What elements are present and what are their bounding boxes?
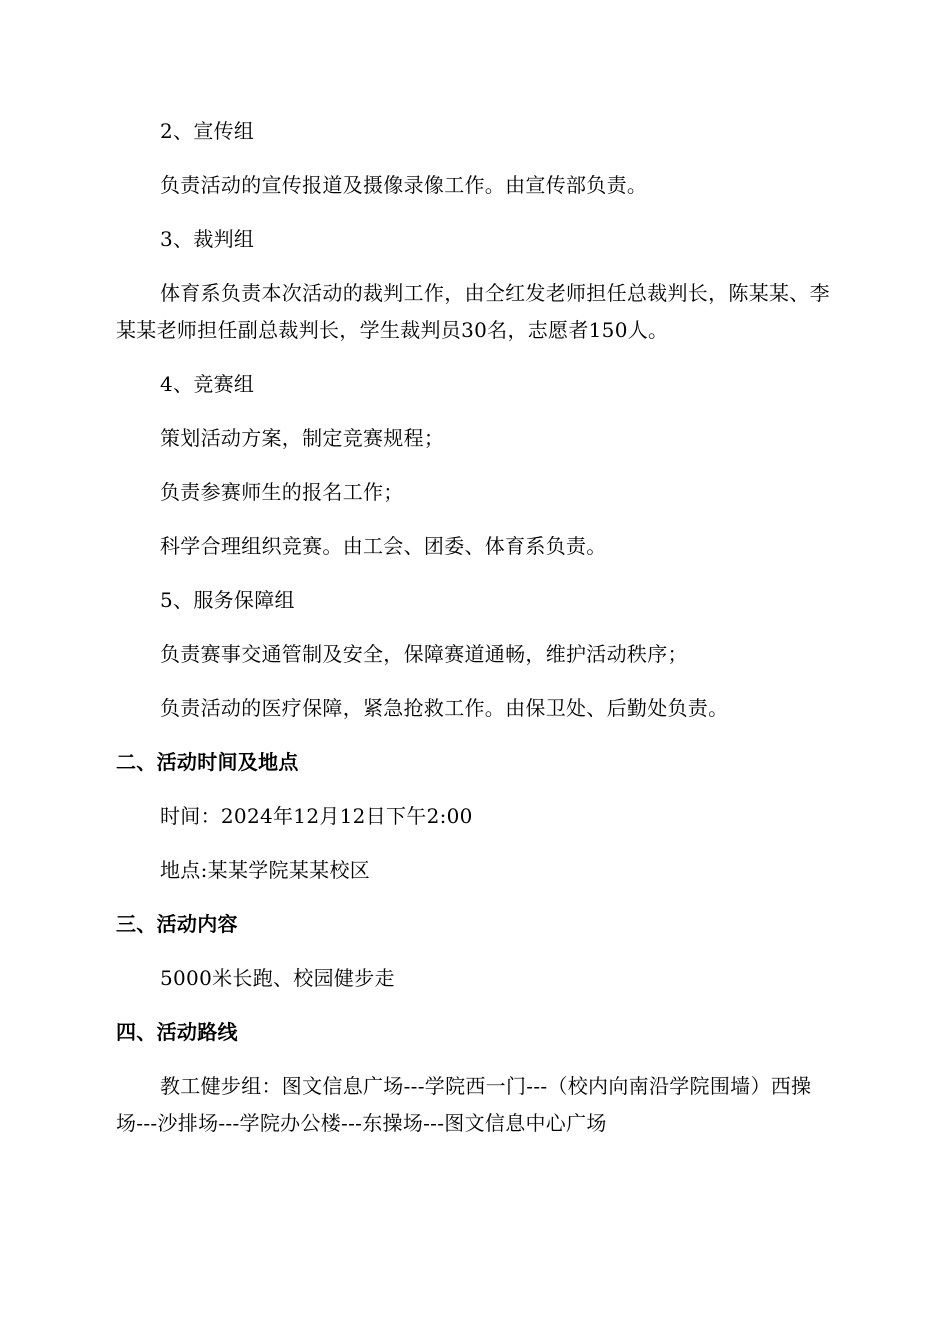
section-heading-content: 三、活动内容 bbox=[116, 912, 238, 936]
paragraph: 负责赛事交通管制及安全，保障赛道通畅，维护活动秩序； bbox=[160, 642, 688, 666]
paragraph: 策划活动方案，制定竞赛规程； bbox=[160, 426, 445, 450]
item-heading-competition: 4、竞赛组 bbox=[160, 372, 255, 396]
paragraph: 科学合理组织竞赛。由工会、团委、体育系负责。 bbox=[160, 534, 607, 558]
document-body bbox=[116, 113, 836, 1142]
paragraph: 体育系负责本次活动的裁判工作，由仝红发老师担任总裁判长，陈某某、李某某老师担任副总裁判长，学生裁判员30名，志愿者150人。 bbox=[116, 281, 830, 342]
item-heading-referee: 3、裁判组 bbox=[160, 227, 255, 251]
item-heading-publicity: 2、宣传组 bbox=[160, 119, 255, 143]
paragraph-route: 教工健步组：图文信息广场---学院西一门---（校内向南沿学院围墙）西操场---沙排场---学院办公楼---东操场---图文信息中心广场 bbox=[116, 1074, 812, 1135]
paragraph-place: 地点:某某学院某某校区 bbox=[160, 858, 371, 882]
section-heading-route: 四、活动路线 bbox=[116, 1020, 238, 1044]
paragraph: 负责活动的宣传报道及摄像录像工作。由宣传部负责。 bbox=[160, 173, 648, 197]
paragraph-content: 5000米长跑、校园健步走 bbox=[160, 966, 395, 990]
paragraph: 负责活动的医疗保障，紧急抢救工作。由保卫处、后勤处负责。 bbox=[160, 696, 729, 720]
paragraph-time: 时间：2024年12月12日下午2:00 bbox=[160, 804, 473, 828]
section-heading-time-place: 二、活动时间及地点 bbox=[116, 750, 299, 774]
item-heading-service: 5、服务保障组 bbox=[160, 588, 295, 612]
paragraph: 负责参赛师生的报名工作； bbox=[160, 480, 404, 504]
